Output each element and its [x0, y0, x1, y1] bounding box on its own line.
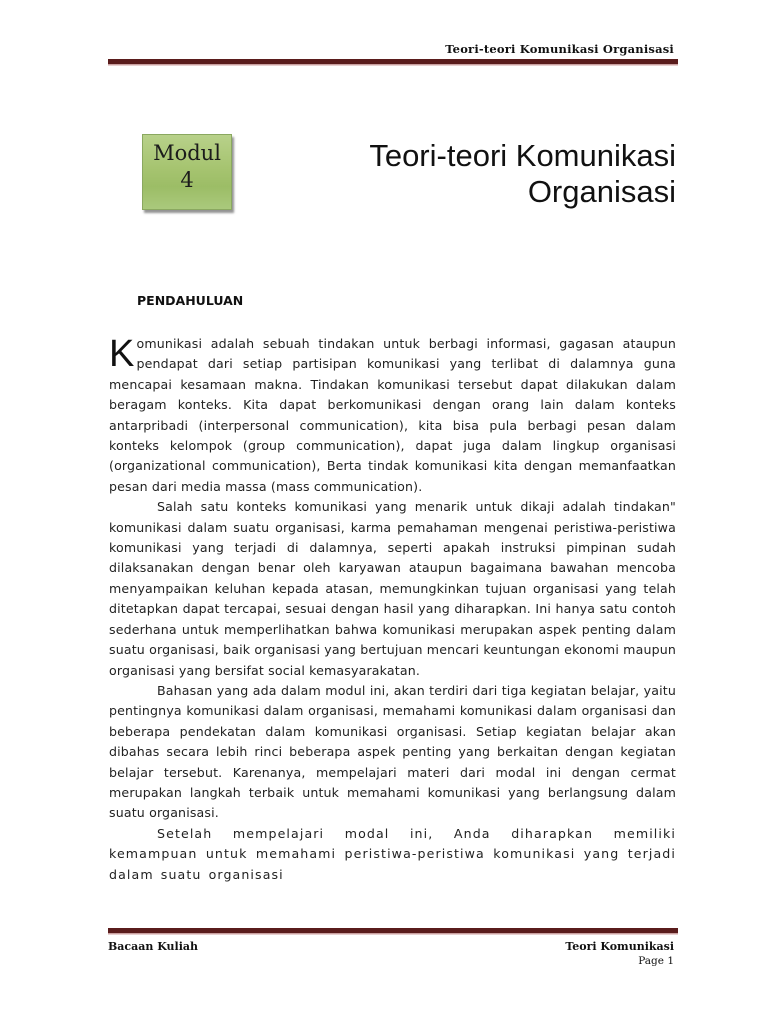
title-line-1: Teori-teori Komunikasi — [369, 138, 676, 173]
footer-right-text: Teori Komunikasi — [565, 940, 674, 953]
footer-rule — [108, 928, 678, 934]
modul-label: Modul — [153, 141, 221, 165]
drop-cap: K — [109, 333, 135, 375]
paragraph-3: Bahasan yang ada dalam modul ini, akan terdiri dari tiga kegiatan belajar, yaitu pentingnya komunikasi dalam organisasi, memahami komunikasi dalam organisasi dan beberapa pendekatan dalam komunikasi organisasi. Setiap kegiatan belajar akan dibahas secara lebih rinci beberapa aspek penting yang berkaitan dengan kegiatan belajar tersebut. Karenanya, mempelajari materi dari modal ini dengan cermat merupakan langkah terbaik untuk memahami komunikasi yang berlangsung dalam suatu organisasi. — [109, 682, 676, 821]
page-number: Page 1 — [638, 955, 674, 967]
header-rule — [108, 59, 678, 65]
modul-badge — [142, 134, 232, 210]
title-line-2: Organisasi — [527, 174, 676, 209]
section-heading: PENDAHULUAN — [137, 293, 244, 308]
body-text — [109, 334, 676, 885]
paragraph-4: Setelah mempelajari modal ini, Anda diharapkan memiliki kemampuan untuk memahami peristiwa-peristiwa komunikasi yang terjadi dalam suatu organisasi — [109, 825, 676, 882]
running-header-title: Teori-teori Komunikasi Organisasi — [445, 42, 674, 56]
page-title — [369, 138, 676, 210]
paragraph-1 — [109, 334, 676, 497]
footer-left-text: Bacaan Kuliah — [108, 940, 199, 953]
paragraph-2: Salah satu konteks komunikasi yang menarik untuk dikaji adalah tindakan" komunikasi dalam suatu organisasi, karma pemahaman mengenai peristiwa-peristiwa komunikasi yang terjadi di dalamnya, seperti apakah instruksi pimpinan sudah dilaksanakan dengan benar oleh karyawan ataupun bagaimana bawahan mencoba menyampaikan keluhan kepada atasan, memungkinkan tujuan organisasi yang telah ditetapkan dapat tercapai, sesuai dengan hasil yang diharapkan. Ini hanya satu contoh sederhana untuk memperlihatkan bahwa komunikasi merupakan aspek penting dalam suatu organisasi, baik organisasi yang bertujuan mencari keuntungan ekonomi maupun organisasi yang bersifat social kemasyarakatan. — [109, 499, 676, 678]
paragraph-1-text: omunikasi adalah sebuah tindakan untuk berbagi informasi, gagasan ataupun pendapat dari setiap partisipan komunikasi yang terlibat di dalamnya guna mencapai kesamaan makna. Tindakan komunikasi tersebut dapat dilakukan dalam beragam konteks. Kita dapat berkomunikasi dengan orang lain dalam konteks antarpribadi (interpersonal communication), kita bisa pula berbagi pesan dalam konteks kelompok (group communication), dapat juga dalam lingkup organisasi (organizational communication), Berta tindak komunikasi kita dengan memanfaatkan pesan dari media massa (mass communication). — [109, 336, 676, 494]
footer-right — [565, 940, 674, 968]
modul-number: 4 — [180, 168, 194, 192]
